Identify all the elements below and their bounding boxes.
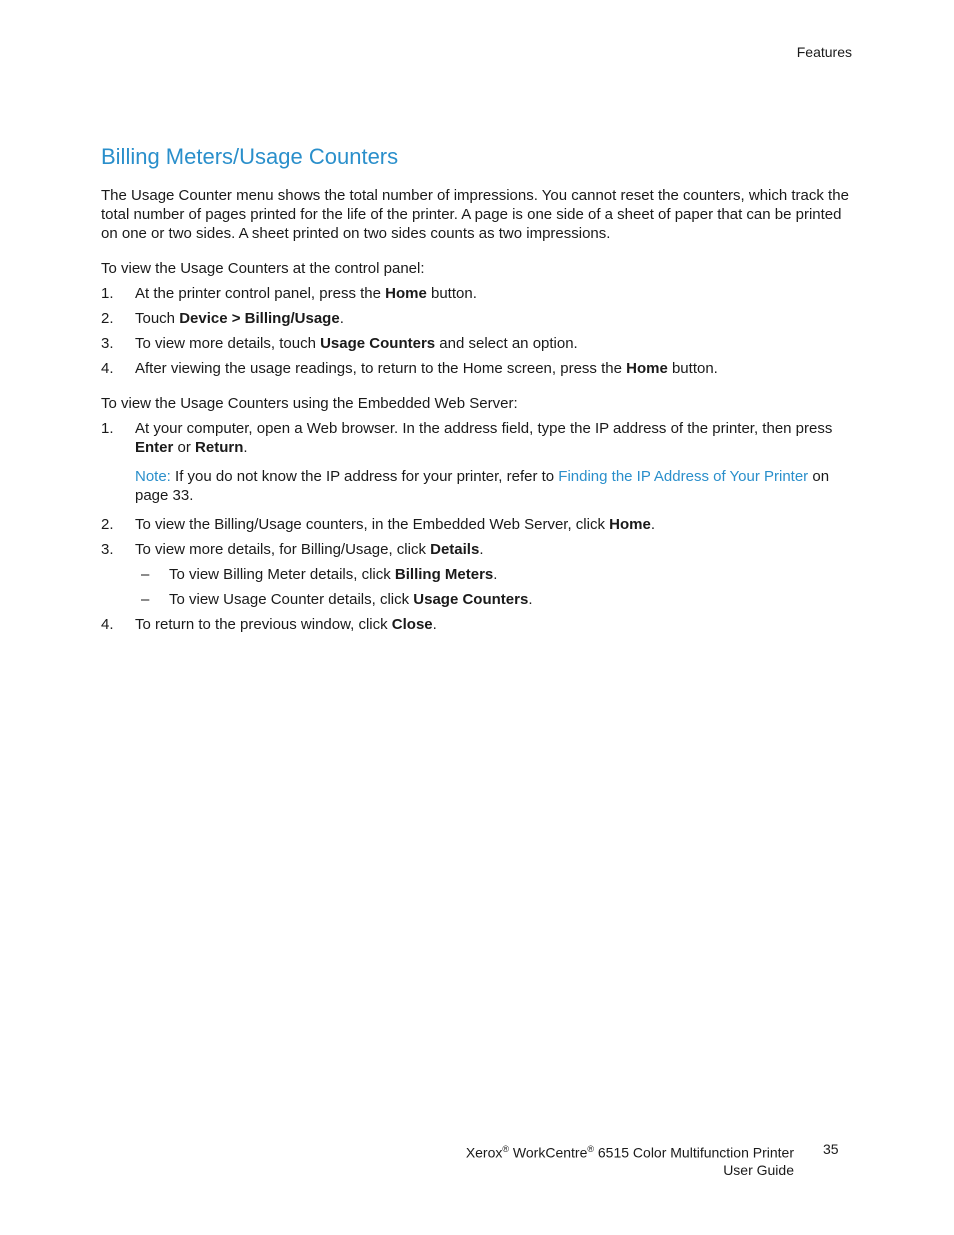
brand-name: Xerox xyxy=(465,1144,503,1161)
step-text: . xyxy=(339,310,344,327)
sub-text: To view Usage Counter details, click xyxy=(169,591,414,608)
sub-item xyxy=(135,590,853,609)
step-number: 3. xyxy=(101,541,114,558)
guide-title: User Guide xyxy=(723,1161,794,1178)
sub-text: To view Billing Meter details, click xyxy=(169,566,395,583)
step-text: button. xyxy=(667,360,718,377)
sub-text: . xyxy=(528,591,533,608)
dash-bullet: – xyxy=(141,591,150,608)
step-text: . xyxy=(650,516,655,533)
step-number: 2. xyxy=(101,516,114,533)
registered-mark: ® xyxy=(502,1144,510,1154)
step-bold-text: Home xyxy=(385,285,427,302)
note-text: If you do not know the IP address for your printer, refer to xyxy=(170,468,559,485)
step-text: and select an option. xyxy=(435,335,578,352)
step-bold-text: Close xyxy=(391,616,433,633)
main-content xyxy=(101,186,853,650)
note xyxy=(135,467,853,505)
ip-address-link[interactable]: Finding the IP Address of Your Printer xyxy=(558,468,809,485)
dash-bullet: – xyxy=(141,566,150,583)
control-panel-intro: To view the Usage Counters at the control panel: xyxy=(101,260,425,277)
step-text: To return to the previous window, click xyxy=(135,616,392,633)
step-bold-text: Home xyxy=(626,360,668,377)
footer-product xyxy=(466,1141,794,1179)
sub-text: . xyxy=(493,566,498,583)
footer-product-line xyxy=(466,1141,794,1162)
product-name: WorkCentre xyxy=(509,1144,588,1161)
step-text: At your computer, open a Web browser. In the address field, type the IP address of the printer, then press xyxy=(135,420,833,437)
page-number: 35 xyxy=(823,1141,839,1157)
step-text: At the printer control panel, press the xyxy=(135,285,386,302)
step-number: 4. xyxy=(101,616,114,633)
step-text: or xyxy=(173,439,196,456)
intro-paragraph: The Usage Counter menu shows the total number of impressions. You cannot reset the counters, which track the total number of pages printed for the life of the printer. A page is one side of a sheet of paper that can be printed on one or two sides. A sheet printed on two sides counts as two impressions. xyxy=(101,187,849,242)
note-text: on page 33. xyxy=(135,468,830,504)
step-number: 1. xyxy=(101,285,114,302)
step-number: 3. xyxy=(101,335,114,352)
step-bold-text: Device > Billing/Usage xyxy=(179,310,340,327)
sub-bold-text: Usage Counters xyxy=(413,591,529,608)
step-text: . xyxy=(243,439,248,456)
section-title: Billing Meters/Usage Counters xyxy=(101,144,399,169)
step-number: 2. xyxy=(101,310,114,327)
control-panel-step xyxy=(101,359,853,378)
step-text: Touch xyxy=(135,310,180,327)
ews-step xyxy=(101,615,853,634)
step-number: 4. xyxy=(101,360,114,377)
model-name: 6515 Color Multifunction Printer xyxy=(594,1144,794,1161)
step-text: . xyxy=(479,541,484,558)
step-text: To view more details, for Billing/Usage, click xyxy=(135,541,431,558)
step-text: To view the Billing/Usage counters, in the Embedded Web Server, click xyxy=(135,516,610,533)
control-panel-steps xyxy=(101,284,853,378)
sub-item xyxy=(135,565,853,584)
control-panel-step xyxy=(101,284,853,303)
step-bold-text: Home xyxy=(609,516,651,533)
ews-step xyxy=(101,540,853,609)
ews-intro: To view the Usage Counters using the Embedded Web Server: xyxy=(101,395,518,412)
registered-mark: ® xyxy=(587,1144,594,1154)
control-panel-step xyxy=(101,334,853,353)
step-text: . xyxy=(432,616,437,633)
step-text: button. xyxy=(426,285,477,302)
step-bold-text: Usage Counters xyxy=(320,335,436,352)
step-bold-text: Return xyxy=(195,439,244,456)
step-text: To view more details, touch xyxy=(135,335,321,352)
step-bold-text: Enter xyxy=(135,439,174,456)
ews-steps xyxy=(101,419,853,634)
step-number: 1. xyxy=(101,420,114,437)
sub-list xyxy=(135,565,853,609)
note-label: Note: xyxy=(135,468,171,485)
control-panel-step xyxy=(101,309,853,328)
step-text: After viewing the usage readings, to return to the Home screen, press the xyxy=(135,360,627,377)
step-bold-text: Details xyxy=(430,541,480,558)
sub-bold-text: Billing Meters xyxy=(394,566,494,583)
running-header: Features xyxy=(796,44,852,60)
ews-step xyxy=(101,419,853,505)
ews-step xyxy=(101,515,853,534)
